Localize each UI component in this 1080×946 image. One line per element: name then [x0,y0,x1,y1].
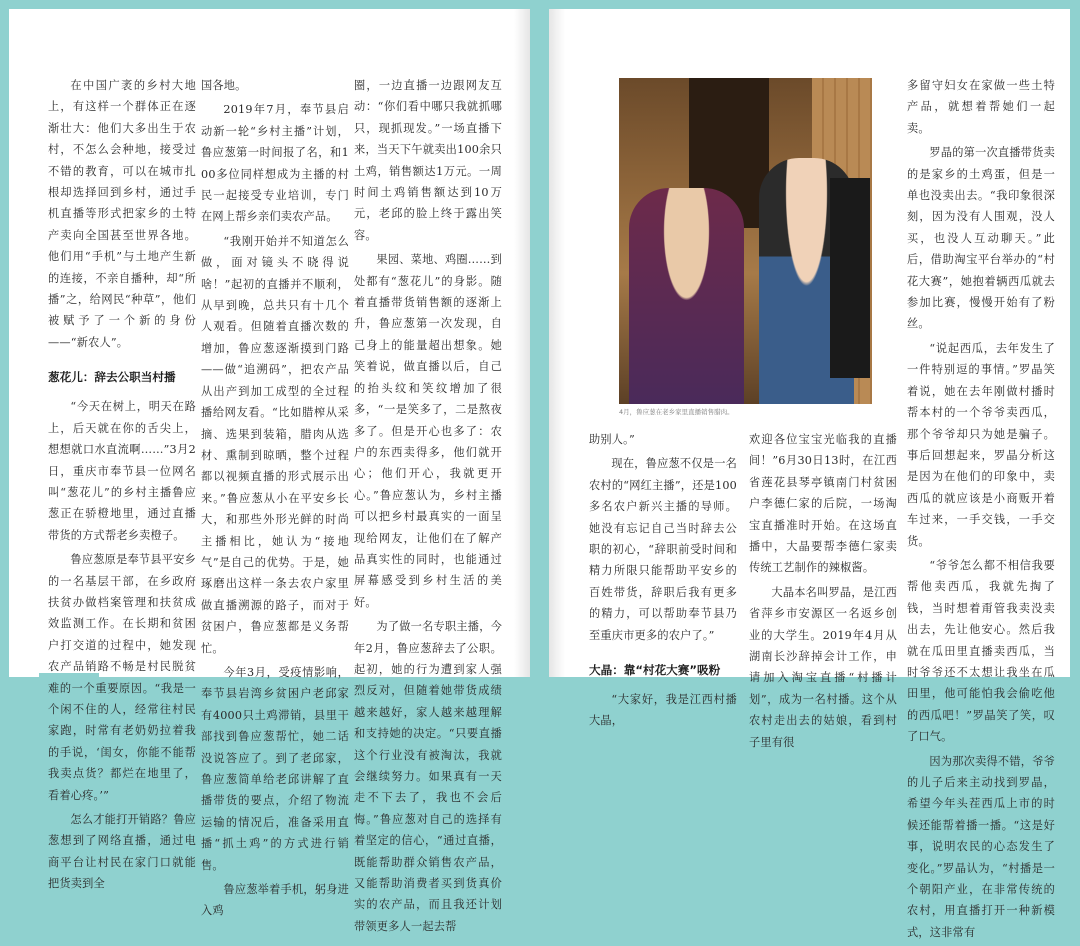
body-paragraph: 为了做一名专职主播，今年2月，鲁应葱辞去了公职。起初，她的行为遭到家人强烈反对，但随着她带货成绩越来越好，家人越来越理解和支持她的决定。“只要直播这个行业没有被淘汰，我就会继续努力。如果真有一天走不下去了，我也不会后悔。”鲁应葱对自己的选择有着坚定的信心，“通过直播，既能帮助群众销售农产品，又能帮助消费者买到货真价实的农产品，而且我还计划带领更多人一起去帮 [354,620,502,933]
body-paragraph: 果园、菜地、鸡圈……到处都有“葱花儿”的身影。随着直播带货销售额的逐渐上升，鲁应葱第一次发现，自己身上的能量超出想象。她笑着说，做直播以后，自己的抬头纹和笑纹增加了很多，“一是笑多了，二是熬夜多了。但是开心也多了：农户的东西卖得多，他们就开心；他们开心，我就更开心。”鲁应葱认为，乡村主播可以把乡村最真实的一面呈现给网友，让他们在了解产品真实性的同时，也能通过屏幕感受到乡村生活的美好。 [354,253,502,609]
body-paragraph: 助别人。” [589,433,635,446]
left-column-2 [201,75,349,925]
body-paragraph: “我刚开始并不知道怎么做，面对镜头不晓得说啥！”起初的直播并不顺利，从早到晚，总共只有十几个人观看。但随着直播次数的增加，鲁应葱逐渐摸到门路——做“追溯码”，把农产品从出产到加工成型的全过程播给网友看。“比如腊榨从采摘、选果到装箱，腊肉从选材、熏制到晾晒，整个过程都以视频直播的形式展示出来。”鲁应葱从小在平安乡长大，和那些外形光鲜的时尚主播相比，她认为“接地气”是自己的优势。于是，她琢磨出这样一条去农户家里做直播溯源的路子，而对于贫困户，鲁应葱都是义务帮忙。 [201,234,349,655]
body-paragraph: 2019年7月，奉节县启动新一轮“乡村主播”计划，鲁应葱第一时间报了名，和100多位同样想成为主播的村民一起接受专业培训，专门在网上帮乡亲们卖农产品。 [201,103,349,224]
body-paragraph: 因为那次卖得不错，爷爷的儿子后来主动找到罗晶，希望今年头茬西瓜上市的时候还能帮着播一播。“这是好事，说明农民的心态发生了变化。”罗晶认为，“村播是一个朝阳产业，在非常传统的农村，用直播打开一种新模式，这非常有 [907,754,1055,939]
body-paragraph: 鲁应葱举着手机，躬身进入鸡 [201,883,349,918]
body-paragraph: 罗晶的第一次直播带货卖的是家乡的土鸡蛋，但是一单也没卖出去。“我印象很深刻，因为没有人围观，没人买，也没人互动聊天。”此后，借助淘宝平台举办的“村花大赛”，她抱着辆西瓜就去参加比赛，慢慢开始有了粉丝。 [907,146,1055,331]
right-column-1 [589,429,737,735]
body-paragraph: 大晶本名叫罗晶，是江西省萍乡市安源区一名返乡创业的大学生。2019年4月从湖南长沙辞掉会计工作，申请加入淘宝直播“村播计划”，成为一名村播。这个从农村走出去的姑娘，看到村子里有很 [749,585,897,749]
body-paragraph: 多留守妇女在家做一些土特产品，就想着帮她们一起卖。 [907,79,1055,135]
body-paragraph: 怎么才能打开销路？鲁应葱想到了网络直播，通过电商平台让村民在家门口就能把货卖到全 [48,813,196,891]
right-page [549,9,1070,939]
right-column-3 [907,75,1055,946]
body-paragraph: 国各地。 [201,79,247,92]
section-heading: 葱花儿：辞去公职当村播 [48,370,176,385]
photo-caption: 4月，鲁应葱在老乡家里直播销售腊肉。 [619,408,734,416]
photo-elderly-woman [629,188,744,404]
left-page [9,9,530,933]
left-column-1 [48,75,196,898]
body-paragraph: 今年3月，受疫情影响，奉节县岩湾乡贫困户老邱家有4000只土鸡滞销，县里干部找到鲁应葱帮忙，她二话没说答应了。到了老邱家，鲁应葱简单给老邱讲解了直播带货的要点，介绍了物流运输的情况后，准备采用直播“抓土鸡”的方式进行销售。 [201,665,349,872]
body-paragraph: “今天在树上，明天在路上，后天就在你的舌尖上，想想就口水直流啊……”3月2日，重庆市奉节县一位网名叫“葱花儿”的乡村主播鲁应葱正在骄橙地里，通过直播带货的方式帮老乡卖橙子。 [48,400,196,542]
left-column-3 [354,75,502,940]
article-photo [619,78,872,404]
body-paragraph: 欢迎各位宝宝光临我的直播间！”6月30日13时，在江西省莲花县琴亭镇南门村贫困户李德仁家的后院，一场淘宝直播准时开始。在这场直播中，大晶要帮李德仁家卖传统工艺制作的辣椒酱。 [749,433,897,575]
gutter-shadow [549,9,565,677]
photo-camera-rig [830,178,870,378]
body-paragraph: 圈，一边直播一边跟网友互动：“你们看中哪只我就抓哪只，现抓现发。”一场直播下来，当天下午就卖出100余只土鸡，销售额达1万元。一周时间土鸡销售额达到10万元，老邱的脸上终于露出笑容。 [354,79,502,242]
footer-bar [39,673,99,677]
section-heading: 大晶：靠“村花大赛”吸粉 [589,663,721,678]
body-paragraph: “说起西瓜，去年发生了一件特别逗的事情。”罗晶笑着说，她在去年刚做村播时帮本村的一个爷爷卖西瓜，那个爷爷却只为她是骗子。事后回想起来，罗晶分析这是因为在他们的印象中，卖西瓜的就应该是小商贩开着车过来，一手交钱，一手交货。 [907,341,1055,548]
body-paragraph: “大家好，我是江西村播大晶， [589,693,737,728]
body-paragraph: “爷爷怎么都不相信我要帮他卖西瓜，我就先掏了钱，当时想着甭管我卖没卖出去，先让他安心。然后我就在瓜田里直播卖西瓜，当时爷爷还不太想让我坐在瓜田里，他可能怕我会偷吃他的西瓜吧！”罗晶笑了笑，叹了口气。 [907,558,1055,744]
right-column-2 [749,429,897,756]
body-paragraph: 在中国广袤的乡村大地上，有这样一个群体正在逐渐壮大：他们大多出生于农村，不怎么会种地，接受过不错的教育，可以在城市扎根却选择回到乡村，通过手机直播等形式把家乡的土特产卖向全国甚至世界各地。他们用“手机”与土地产生新的连接，不亲自播种，却“所播”之，给网民“种草”，他们被赋予了一个新的身份——“新农人”。 [48,79,196,349]
body-paragraph: 现在，鲁应葱不仅是一名农村的“网红主播”，还是100多名农户新兴主播的导师。她没有忘记自己当时辞去公职的初心，“辞职前受时间和精力所限只能帮助平安乡的百姓带货，辞职后我有更多的精力，可以帮助奉节县乃至重庆市更多的农户了。” [589,457,737,642]
gutter-shadow [514,9,530,677]
body-paragraph: 鲁应葱原是奉节县平安乡的一名基层干部，在乡政府扶贫办做档案管理和扶贫成效监测工作。在长期和贫困户打交道的过程中，她发现农产品销路不畅是村民脱贫难的一个重要原因。“我是一个闲不住的人，经常往村民家跑，时常有老奶奶拉着我的手说，‘闺女，你能不能帮我卖点货？都烂在地里了，看着心疼。’” [48,553,196,802]
